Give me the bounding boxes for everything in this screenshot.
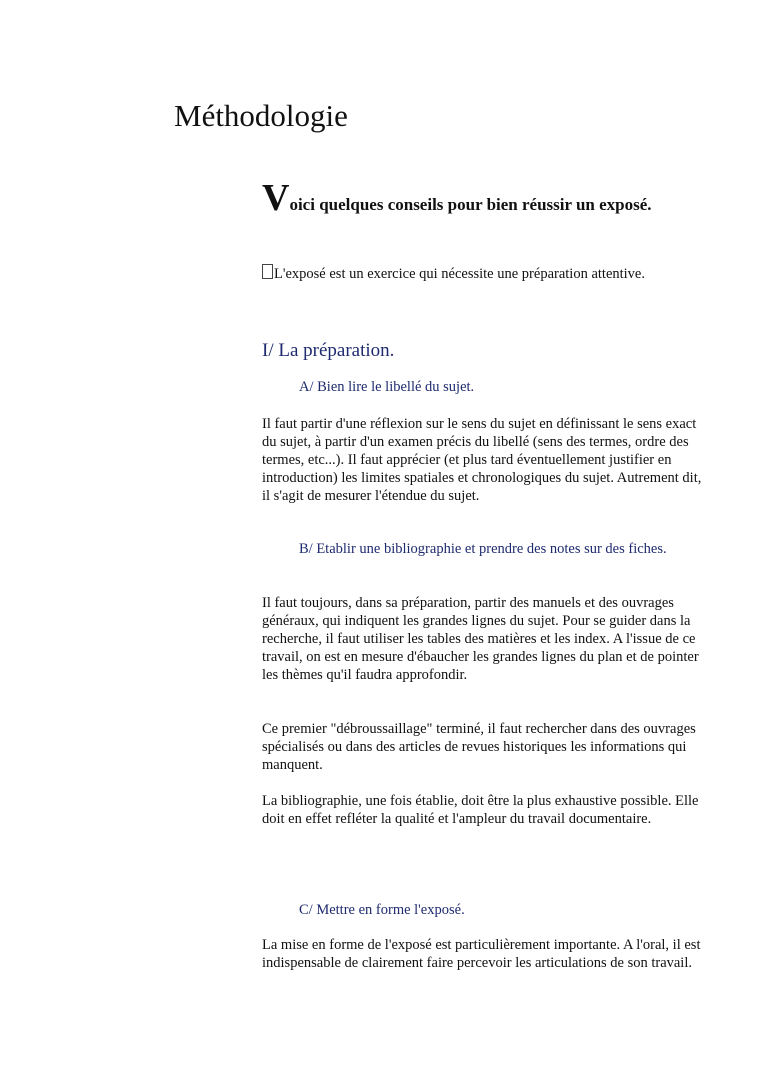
missing-glyph-icon xyxy=(262,264,273,279)
page-title: Méthodologie xyxy=(174,98,348,133)
paragraph-a: Il faut partir d'une réflexion sur le sens du sujet en définissant le sens exact du sujet, à partir d'un examen précis du libellé (sens des termes, ordre des termes, etc...). Il faut apprécier (et plus tard éventuellement justifier en introduction) les limites spatiales et chronologiques du sujet. Autrement dit, il s'agit de mesurer l'étendue du sujet. xyxy=(262,416,702,504)
subsection-heading-c: C/ Mettre en forme l'exposé. xyxy=(299,902,465,918)
intro-dropcap: V xyxy=(262,177,290,219)
intro-text: oici quelques conseils pour bien réussir un exposé. xyxy=(289,195,652,214)
intro-note xyxy=(262,264,645,284)
subsection-heading-a: A/ Bien lire le libellé du sujet. xyxy=(299,379,475,395)
paragraph-b2: Ce premier "débroussaillage" terminé, il faut rechercher dans des ouvrages spécialisés ou dans des articles de revues historiques les informations qui manquent. xyxy=(262,721,696,773)
paragraph-b1: Il faut toujours, dans sa préparation, partir des manuels et des ouvrages généraux, qui indiquent les grandes lignes du sujet. Pour se guider dans la recherche, il faut utiliser les tables des matières et les index. A l'issue de ce travail, on est en mesure d'ébaucher les grandes lignes du plan et de pointer les thèmes qu'il faudra approfondir. xyxy=(262,595,699,683)
paragraph-c: La mise en forme de l'exposé est particulièrement importante. A l'oral, il est indispensable de clairement faire percevoir les articulations de son travail. xyxy=(262,937,701,971)
paragraph-b3: La bibliographie, une fois établie, doit être la plus exhaustive possible. Elle doit en effet refléter la qualité et l'ampleur du travail documentaire. xyxy=(262,793,699,827)
intro-line xyxy=(262,178,652,225)
subsection-heading-b: B/ Etablir une bibliographie et prendre des notes sur des fiches. xyxy=(299,541,667,557)
section-heading-preparation: I/ La préparation. xyxy=(262,340,395,361)
intro-note-text: L'exposé est un exercice qui nécessite une préparation attentive. xyxy=(274,266,645,282)
